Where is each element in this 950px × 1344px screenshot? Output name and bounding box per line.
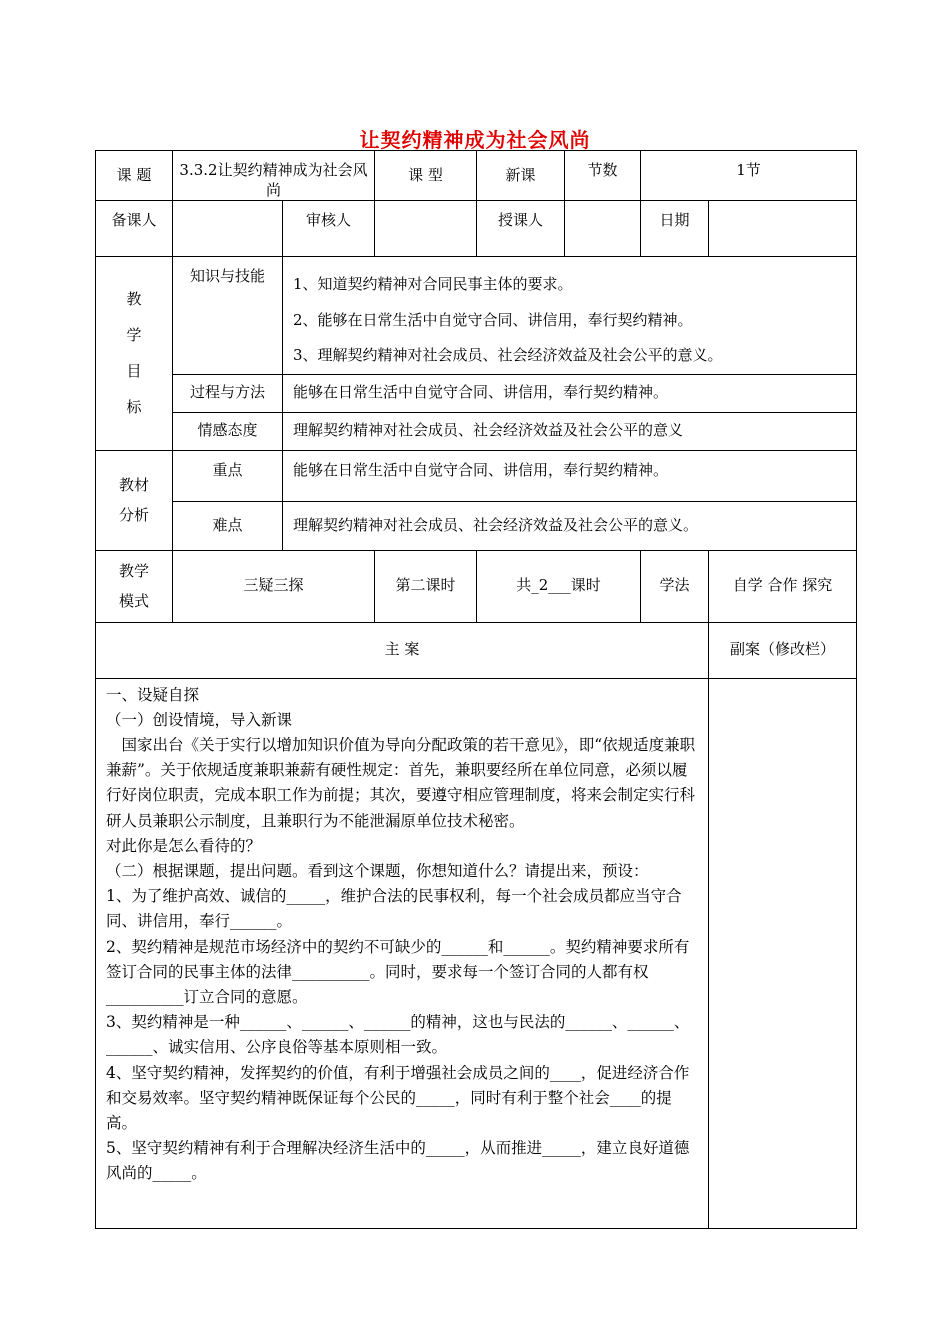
- reviewer-value: [375, 201, 477, 257]
- mode-period: 第二课时: [375, 550, 477, 622]
- process-value: 能够在日常生活中自觉守合同、讲信用，奉行契约精神。: [283, 374, 857, 412]
- question-item: 2、契约精神是规范市场经济中的契约不可缺少的______和______。契约精神要求所有签订合同的民事主体的法律__________。同时，要求每一个签订合同的人都有权__________订立合同的意愿。: [106, 937, 690, 1006]
- key-point-value: 能够在日常生活中自觉守合同、讲信用，奉行契约精神。: [283, 450, 857, 501]
- main-plan-header: 主 案: [96, 622, 709, 678]
- row-goal-attitude: [96, 412, 857, 450]
- knowledge-item: 1、知道契约精神对合同民事主体的要求。: [293, 275, 573, 293]
- question-item: 5、坚守契约精神有利于合理解决经济生活中的_____，从而推进_____，建立良好道德风尚的_____。: [106, 1139, 690, 1183]
- preparer-label: 备课人: [96, 201, 173, 257]
- process-label: 过程与方法: [173, 374, 283, 412]
- topic-label: 课 题: [96, 151, 173, 201]
- type-value: 新课: [477, 151, 565, 201]
- question-item: 4、坚守契约精神，发挥契约的价值，有利于增强社会成员之间的____，促进经济合作和交易效率。坚守契约精神既保证每个公民的_____，同时有利于整个社会____的提高。: [106, 1063, 690, 1132]
- mode-total: 共_2___课时: [477, 550, 641, 622]
- row-key-point: [96, 450, 857, 501]
- subsection-heading: （二）根据课题，提出问题。看到这个课题，你想知道什么？请提出来，预设：: [106, 861, 649, 880]
- main-plan-content: [96, 678, 709, 1228]
- knowledge-item: 2、能够在日常生活中自觉守合同、讲信用，奉行契约精神。: [293, 310, 693, 329]
- knowledge-label: 知识与技能: [173, 257, 283, 375]
- question-item: 3、契约精神是一种______、______、______的精神，这也与民法的______、______、______、诚实信用、公序良俗等基本原则相一致。: [106, 1013, 690, 1057]
- type-label: 课 型: [375, 151, 477, 201]
- sessions-label: 节数: [565, 151, 641, 201]
- topic-value: 3.3.2让契约精神成为社会风尚: [173, 151, 375, 201]
- row-topic: [96, 151, 857, 201]
- key-point-label: 重点: [173, 450, 283, 501]
- row-goal-process: [96, 374, 857, 412]
- paragraph: 对此你是怎么看待的？: [106, 836, 262, 855]
- attitude-label: 情感态度: [173, 412, 283, 450]
- date-value: [709, 201, 857, 257]
- section-heading: 一、设疑自探: [106, 685, 200, 704]
- study-value: 自学 合作 探究: [709, 550, 857, 622]
- sessions-value: 1节: [641, 151, 857, 201]
- analysis-label: 教材 分析: [96, 450, 173, 550]
- paragraph: 国家出台《关于实行以增加知识价值为导向分配政策的若干意见》，即“依规适度兼职兼薪”。关于依规适度兼职兼薪有硬性规定：首先，兼职要经所在单位同意，必须以履行好岗位职责，完成本职工作为前提；其次，要遵守相应管理制度，将来会制定实行科研人员兼职公示制度，且兼职行为不能泄漏原单位技术秘密。: [106, 735, 696, 830]
- document-title: 让契约精神成为社会风尚: [359, 128, 591, 152]
- knowledge-item: 3、理解契约精神对社会成员、社会经济效益及社会公平的意义。: [293, 346, 723, 364]
- date-label: 日期: [641, 201, 709, 257]
- mode-label: 教学 模式: [96, 550, 173, 622]
- study-label: 学法: [641, 550, 709, 622]
- row-plan-headers: [96, 622, 857, 678]
- preparer-value: [173, 201, 283, 257]
- row-teaching-mode: [96, 550, 857, 622]
- side-plan-content: [709, 678, 857, 1228]
- teacher-label: 授课人: [477, 201, 565, 257]
- reviewer-label: 审核人: [283, 201, 375, 257]
- knowledge-items: [283, 257, 857, 375]
- question-item: 1、为了维护高效、诚信的_____，维护合法的民事权利，每一个社会成员都应当守合同、讲信用，奉行______。: [106, 887, 682, 931]
- mode-method: 三疑三探: [173, 550, 375, 622]
- teacher-value: [565, 201, 641, 257]
- side-plan-header: 副案（修改栏）: [709, 622, 857, 678]
- row-goal-knowledge: [96, 257, 857, 375]
- difficult-point-value: 理解契约精神对社会成员、社会经济效益及社会公平的意义。: [283, 501, 857, 550]
- goals-label: 教 学 目 标: [96, 257, 173, 451]
- lesson-plan-table: [95, 150, 857, 1229]
- subsection-heading: （一）创设情境，导入新课: [106, 710, 293, 729]
- difficult-point-label: 难点: [173, 501, 283, 550]
- row-plan-content: [96, 678, 857, 1228]
- row-difficult-point: [96, 501, 857, 550]
- row-staff: [96, 201, 857, 257]
- attitude-value: 理解契约精神对社会成员、社会经济效益及社会公平的意义: [283, 412, 857, 450]
